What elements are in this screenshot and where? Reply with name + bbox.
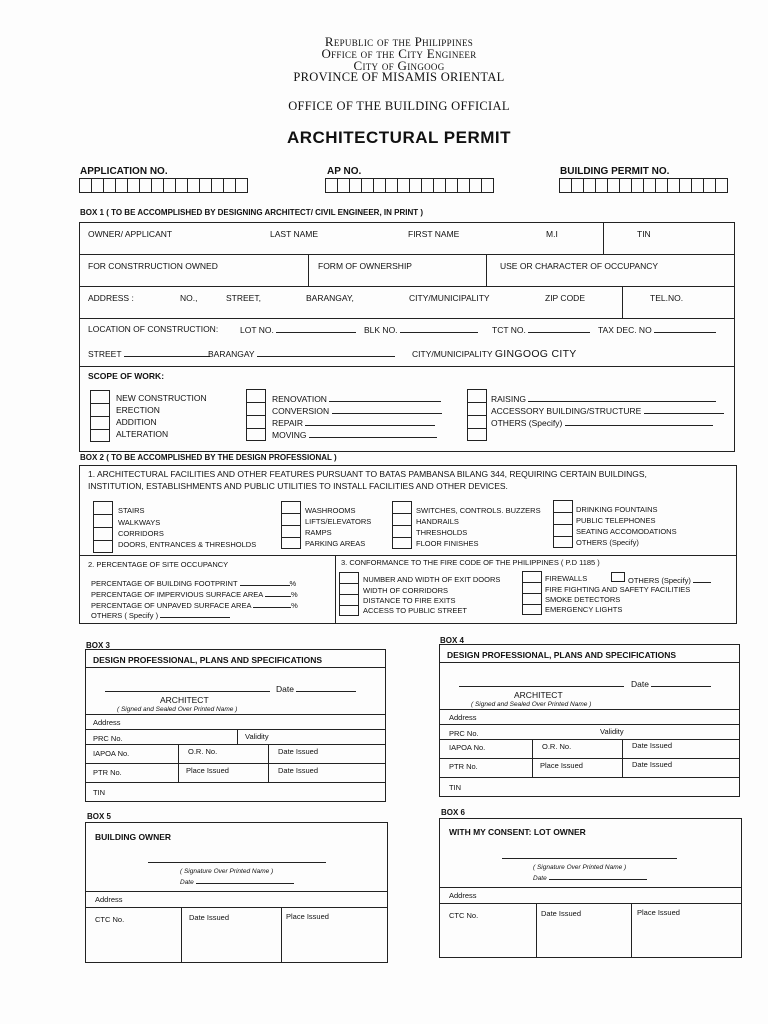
header-office-engineer: Office of the City Engineer	[321, 46, 477, 61]
box4-date-issued-2[interactable]: Date Issued	[632, 760, 673, 769]
box6-label: BOX 6	[441, 808, 466, 817]
blk-no-field[interactable]: BLK NO.	[364, 324, 478, 335]
facility-drinking-fountains[interactable]: DRINKING FOUNTAINS	[576, 505, 658, 514]
facility-seating[interactable]: SEATING ACCOMODATIONS	[576, 527, 677, 536]
facility-ramps[interactable]: RAMPS	[305, 528, 332, 537]
facility-public-telephones[interactable]: PUBLIC TELEPHONES	[576, 516, 656, 525]
box5-date[interactable]: Date	[180, 877, 294, 886]
box4	[439, 644, 740, 797]
use-occupancy-label: USE OR CHARACTER OF OCCUPANCY	[500, 261, 659, 271]
pct-building-footprint[interactable]: PERCENTAGE OF BUILDING FOOTPRINT %	[91, 579, 297, 588]
fire-smoke-detectors[interactable]: SMOKE DETECTORS	[545, 595, 621, 604]
header-building-official: OFFICE OF THE BUILDING OFFICIAL	[288, 99, 510, 113]
box3-ptr[interactable]: PTR No.	[93, 768, 122, 777]
box3-validity[interactable]: Validity	[245, 732, 269, 741]
scope-conversion[interactable]: CONVERSION	[272, 405, 442, 416]
scope-others[interactable]: OTHERS (Specify)	[491, 417, 713, 428]
box5-address[interactable]: Address	[95, 895, 123, 904]
box6-date[interactable]: Date	[533, 873, 647, 882]
header-republic: Republic of the Philippines	[324, 34, 474, 49]
scope-moving[interactable]: MOVING	[272, 429, 437, 440]
box3-iapoa[interactable]: IAPOA No.	[93, 749, 130, 758]
box3-or[interactable]: O.R. No.	[188, 747, 218, 756]
tel-no-label: TEL.NO.	[650, 293, 684, 303]
address-label: ADDRESS :	[88, 293, 134, 303]
box2-item3: 3. CONFORMANCE TO THE FIRE CODE OF THE PHILIPPINES ( P.D 1185 )	[341, 558, 600, 567]
scope-raising[interactable]: RAISING	[491, 393, 716, 404]
facility-floor-finishes[interactable]: FLOOR FINISHES	[416, 539, 479, 548]
box5-ctc[interactable]: CTC No.	[95, 915, 125, 924]
lot-no-field[interactable]: LOT NO.	[240, 324, 356, 335]
box4-validity[interactable]: Validity	[600, 727, 624, 736]
scope-of-work-label: SCOPE OF WORK:	[88, 371, 165, 381]
tct-no-field[interactable]: TCT NO.	[492, 324, 590, 335]
location-label: LOCATION OF CONSTRUCTION:	[88, 324, 219, 334]
box4-iapoa[interactable]: IAPOA No.	[449, 743, 486, 752]
facility-stairs[interactable]: STAIRS	[118, 506, 145, 515]
box6-signature-line[interactable]	[502, 858, 677, 859]
box3-label: BOX 3	[86, 641, 111, 650]
box4-heading: DESIGN PROFESSIONAL, PLANS AND SPECIFICATIONS	[447, 650, 677, 660]
address-city-label: CITY/MUNICIPALITY	[409, 293, 490, 303]
facility-thresholds[interactable]: THRESHOLDS	[416, 528, 468, 537]
box4-label: BOX 4	[440, 636, 465, 645]
box3-place-issued[interactable]: Place Issued	[186, 766, 229, 775]
street-field[interactable]: STREET	[88, 348, 210, 359]
facility-walkways[interactable]: WALKWAYS	[118, 518, 161, 527]
facility-parking[interactable]: PARKING AREAS	[305, 539, 366, 548]
box5-heading: BUILDING OWNER	[95, 832, 172, 842]
ap-no-label: AP NO.	[327, 166, 362, 177]
box6-ctc[interactable]: CTC No.	[449, 911, 479, 920]
fire-others-checkbox[interactable]	[611, 572, 625, 582]
box5	[85, 822, 388, 963]
box5-place-issued[interactable]: Place Issued	[286, 912, 329, 921]
scope-alteration[interactable]: ALTERATION	[116, 429, 169, 439]
facility-corridors[interactable]: CORRIDORS	[118, 529, 164, 538]
box3-heading: DESIGN PROFESSIONAL, PLANS AND SPECIFICATIONS	[93, 655, 323, 665]
tax-dec-no-field[interactable]: TAX DEC. NO	[598, 324, 716, 335]
fire-emergency-lights[interactable]: EMERGENCY LIGHTS	[545, 605, 623, 614]
box4-ptr[interactable]: PTR No.	[449, 762, 478, 771]
box4-signature-line[interactable]	[459, 686, 624, 687]
barangay-field[interactable]: BARANGAY	[208, 348, 395, 359]
facility-others[interactable]: OTHERS (Specify)	[576, 538, 639, 547]
box3-address[interactable]: Address	[93, 718, 121, 727]
header-province: PROVINCE OF MISAMIS ORIENTAL	[293, 70, 505, 84]
construction-owned-label: FOR CONSTRRUCTION OWNED	[88, 261, 218, 271]
header-city: City of Gingoog	[353, 58, 445, 73]
last-name-label: LAST NAME	[270, 229, 319, 239]
fire-access-street[interactable]: ACCESS TO PUBLIC STREET	[363, 606, 467, 615]
address-no-label: NO.,	[180, 293, 198, 303]
box6-signature-note: ( Signature Over Printed Name )	[533, 864, 627, 871]
box3-architect: ARCHITECT	[160, 695, 209, 705]
box4-or[interactable]: O.R. No.	[542, 742, 572, 751]
box5-signature-note: ( Signature Over Printed Name )	[180, 868, 274, 875]
scope-renovation[interactable]: RENOVATION	[272, 393, 441, 404]
box3-date-issued-2[interactable]: Date Issued	[278, 766, 319, 775]
fire-others[interactable]: OTHERS (Specify)	[628, 574, 711, 585]
owner-applicant-label: OWNER/ APPLICANT	[88, 229, 173, 239]
box2-item1-line2: INSTITUTION, ESTABLISHMENTS AND PUBLIC UTILITIES TO INSTALL FACILITIES AND OTHER DEVICES.	[88, 481, 508, 491]
box4-signed-note: ( Signed and Sealed Over Printed Name )	[471, 701, 592, 708]
box4-tin[interactable]: TIN	[449, 783, 462, 792]
box4-prc[interactable]: PRC No.	[449, 729, 479, 738]
scope-new-construction[interactable]: NEW CONSTRUCTION	[116, 393, 207, 403]
box5-signature-line[interactable]	[148, 862, 326, 863]
facility-switches[interactable]: SWITCHES, CONTROLS. BUZZERS	[416, 506, 541, 515]
pct-others[interactable]: OTHERS ( Specify )	[91, 609, 230, 620]
box5-date-issued[interactable]: Date Issued	[189, 913, 230, 922]
mi-label: M.I	[546, 229, 558, 239]
fire-fighting-facilities[interactable]: FIRE FIGHTING AND SAFETY FACILITIES	[545, 585, 691, 594]
city-value: GINGOOG CITY	[494, 348, 577, 360]
facility-handrails[interactable]: HANDRAILS	[416, 517, 459, 526]
box6-date-issued[interactable]: Date Issued	[541, 909, 582, 918]
box4-date[interactable]: Date	[631, 678, 711, 689]
box3-prc[interactable]: PRC No.	[93, 734, 123, 743]
box1-heading: BOX 1 ( TO BE ACCOMPLISHED BY DESIGNING ARCHITECT/ CIVIL ENGINEER, IN PRINT )	[80, 208, 423, 217]
building-permit-no-field[interactable]	[559, 178, 728, 193]
ap-no-field[interactable]	[325, 178, 494, 193]
pct-unpaved[interactable]: PERCENTAGE OF UNPAVED SURFACE AREA %	[91, 601, 298, 610]
address-street-label: STREET,	[226, 293, 261, 303]
pct-impervious[interactable]: PERCENTAGE OF IMPERVIOUS SURFACE AREA %	[91, 590, 298, 599]
box3-tin[interactable]: TIN	[93, 788, 106, 797]
box5-label: BOX 5	[87, 812, 112, 821]
box2-item2: 2. PERCENTAGE OF SITE OCCUPANCY	[88, 560, 229, 569]
scope-erection[interactable]: ERECTION	[116, 405, 160, 415]
address-barangay-label: BARANGAY,	[306, 293, 354, 303]
city-field[interactable]: CITY/MUNICIPALITY GINGOOG CITY	[412, 348, 577, 360]
fire-distance-exits[interactable]: DISTANCE TO FIRE EXITS	[363, 596, 456, 605]
box3-date-issued-1[interactable]: Date Issued	[278, 747, 319, 756]
scope-repair[interactable]: REPAIR	[272, 417, 435, 428]
box4-address[interactable]: Address	[449, 713, 477, 722]
facility-washrooms[interactable]: WASHROOMS	[305, 506, 356, 515]
box6-heading: WITH MY CONSENT: LOT OWNER	[449, 827, 586, 837]
application-no-label: APPLICATION NO.	[80, 166, 168, 177]
box4-date-issued-1[interactable]: Date Issued	[632, 741, 673, 750]
box2-heading: BOX 2 ( TO BE ACCOMPLISHED BY THE DESIGN PROFESSIONAL )	[80, 453, 337, 462]
tin-label: TIN	[637, 229, 651, 239]
fire-corridors[interactable]: WIDTH OF CORRIDORS	[363, 586, 448, 595]
facility-lifts[interactable]: LIFTS/ELEVATORS	[305, 517, 372, 526]
box6	[439, 818, 742, 958]
fire-firewalls[interactable]: FIREWALLS	[545, 574, 588, 583]
building-permit-no-label: BUILDING PERMIT NO.	[560, 166, 670, 177]
box4-place-issued[interactable]: Place Issued	[540, 761, 583, 770]
page-title: ARCHITECTURAL PERMIT	[286, 128, 512, 147]
fire-exit-doors[interactable]: NUMBER AND WIDTH OF EXIT DOORS	[363, 575, 501, 584]
zip-code-label: ZIP CODE	[545, 293, 585, 303]
facility-doors[interactable]: DOORS, ENTRANCES & THRESHOLDS	[118, 540, 257, 549]
scope-addition[interactable]: ADDITION	[116, 417, 157, 427]
scope-accessory[interactable]: ACCESSORY BUILDING/STRUCTURE	[491, 405, 724, 416]
box3-signed-note: ( Signed and Sealed Over Printed Name )	[117, 706, 238, 713]
box3	[85, 649, 386, 802]
box3-date[interactable]: Date	[276, 683, 356, 694]
application-no-field[interactable]	[79, 178, 248, 193]
box6-place-issued[interactable]: Place Issued	[637, 908, 680, 917]
box4-architect: ARCHITECT	[514, 690, 563, 700]
first-name-label: FIRST NAME	[408, 229, 460, 239]
box6-address[interactable]: Address	[449, 891, 477, 900]
box2-item1-line1: 1. ARCHITECTURAL FACILITIES AND OTHER FEATURES PURSUANT TO BATAS PAMBANSA BILANG 344, REQUIRING CERTAIN BUILDINGS,	[88, 469, 647, 479]
box3-signature-line[interactable]	[105, 691, 270, 692]
form-ownership-label: FORM OF OWNERSHIP	[318, 261, 412, 271]
